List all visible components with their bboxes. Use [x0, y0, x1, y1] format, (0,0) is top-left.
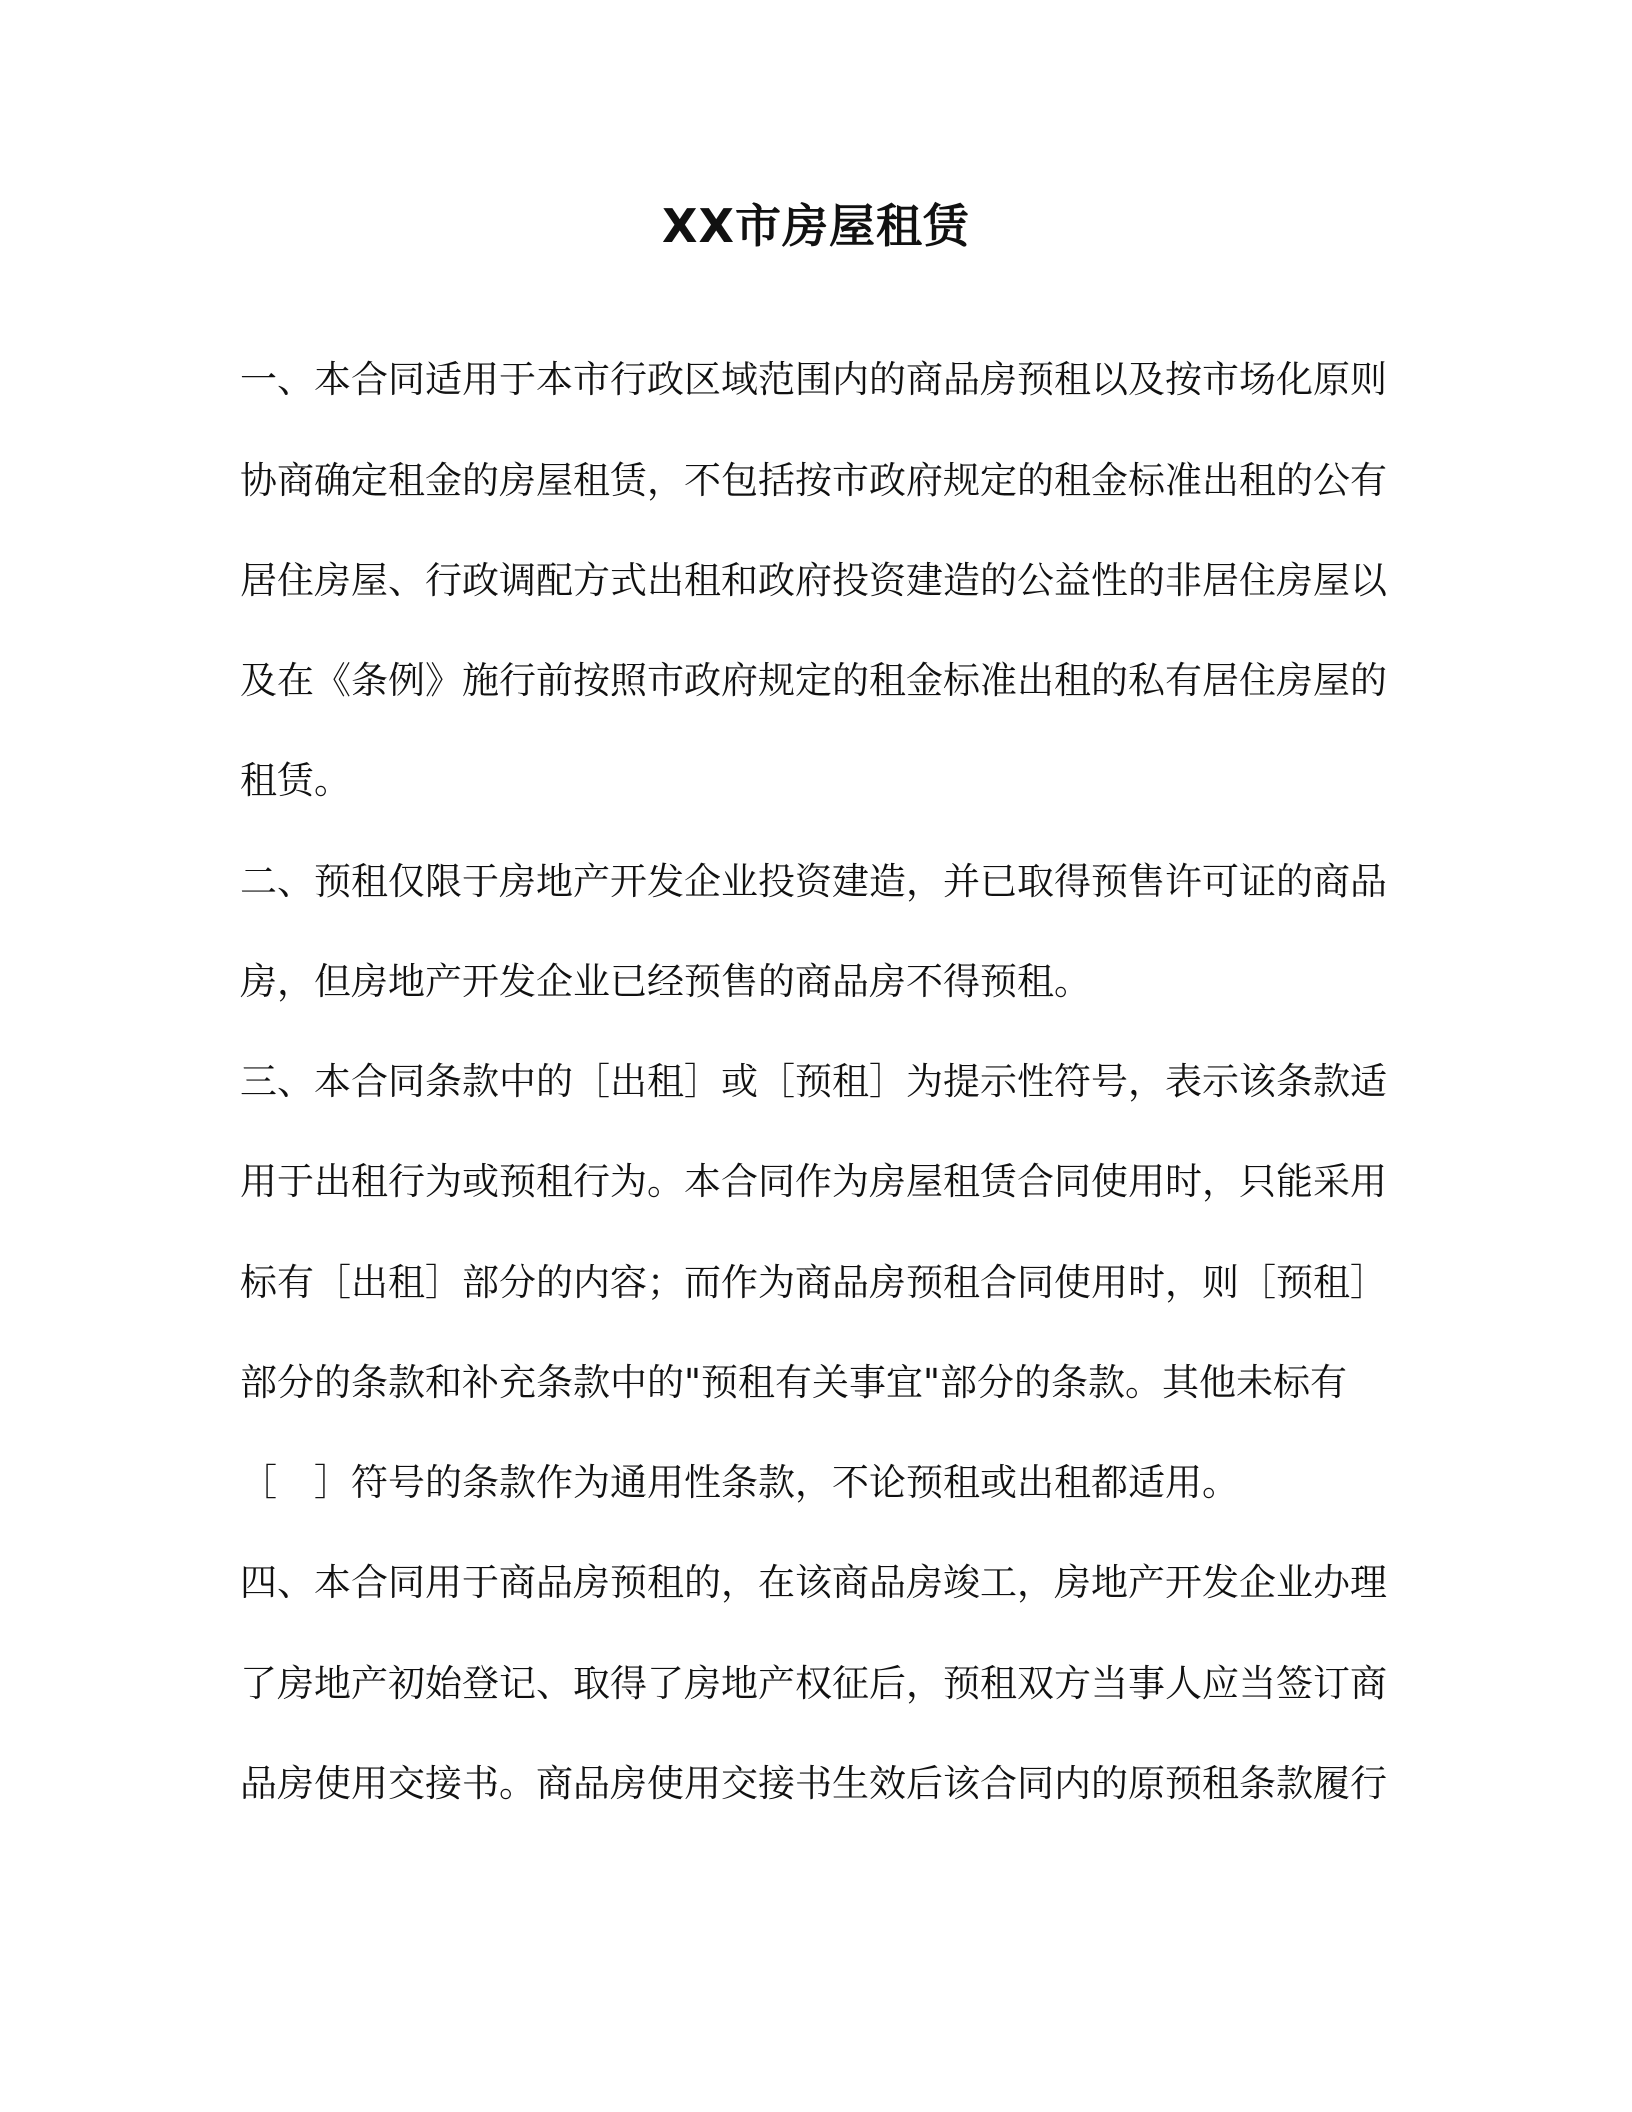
text-line: 部分的条款和补充条款中的"预租有关事宜"部分的条款。其他未标有	[240, 1361, 1348, 1404]
text-line: 房，但房地产开发企业已经预售的商品房不得预租。	[240, 960, 1091, 1003]
text-line: 居住房屋、行政调配方式出租和政府投资建造的公益性的非居住房屋以	[240, 559, 1387, 602]
text-line: 三、本合同条款中的［出租］或［预租］为提示性符号，表示该条款适	[240, 1060, 1387, 1103]
document-title: XX市房屋租赁	[662, 199, 970, 253]
text-line: 用于出租行为或预租行为。本合同作为房屋租赁合同使用时，只能采用	[240, 1160, 1387, 1203]
text-line: 协商确定租金的房屋租赁，不包括按市政府规定的租金标准出租的公有	[240, 459, 1387, 502]
text-line: 及在《条例》施行前按照市政府规定的租金标准出租的私有居住房屋的	[240, 659, 1387, 702]
text-line: 一、本合同适用于本市行政区域范围内的商品房预租以及按市场化原则	[240, 358, 1387, 401]
text-line: 四、本合同用于商品房预租的，在该商品房竣工，房地产开发企业办理	[240, 1561, 1387, 1604]
text-line: 二、预租仅限于房地产开发企业投资建造，并已取得预售许可证的商品	[240, 860, 1387, 903]
text-line: 租赁。	[240, 759, 351, 802]
text-line: 品房使用交接书。商品房使用交接书生效后该合同内的原预租条款履行	[240, 1762, 1387, 1805]
text-line: ［ ］符号的条款作为通用性条款，不论预租或出租都适用。	[240, 1461, 1239, 1504]
text-line: 标有［出租］部分的内容；而作为商品房预租合同使用时，则［预租］	[240, 1261, 1387, 1304]
text-line: 了房地产初始登记、取得了房地产权征后，预租双方当事人应当签订商	[240, 1662, 1387, 1705]
